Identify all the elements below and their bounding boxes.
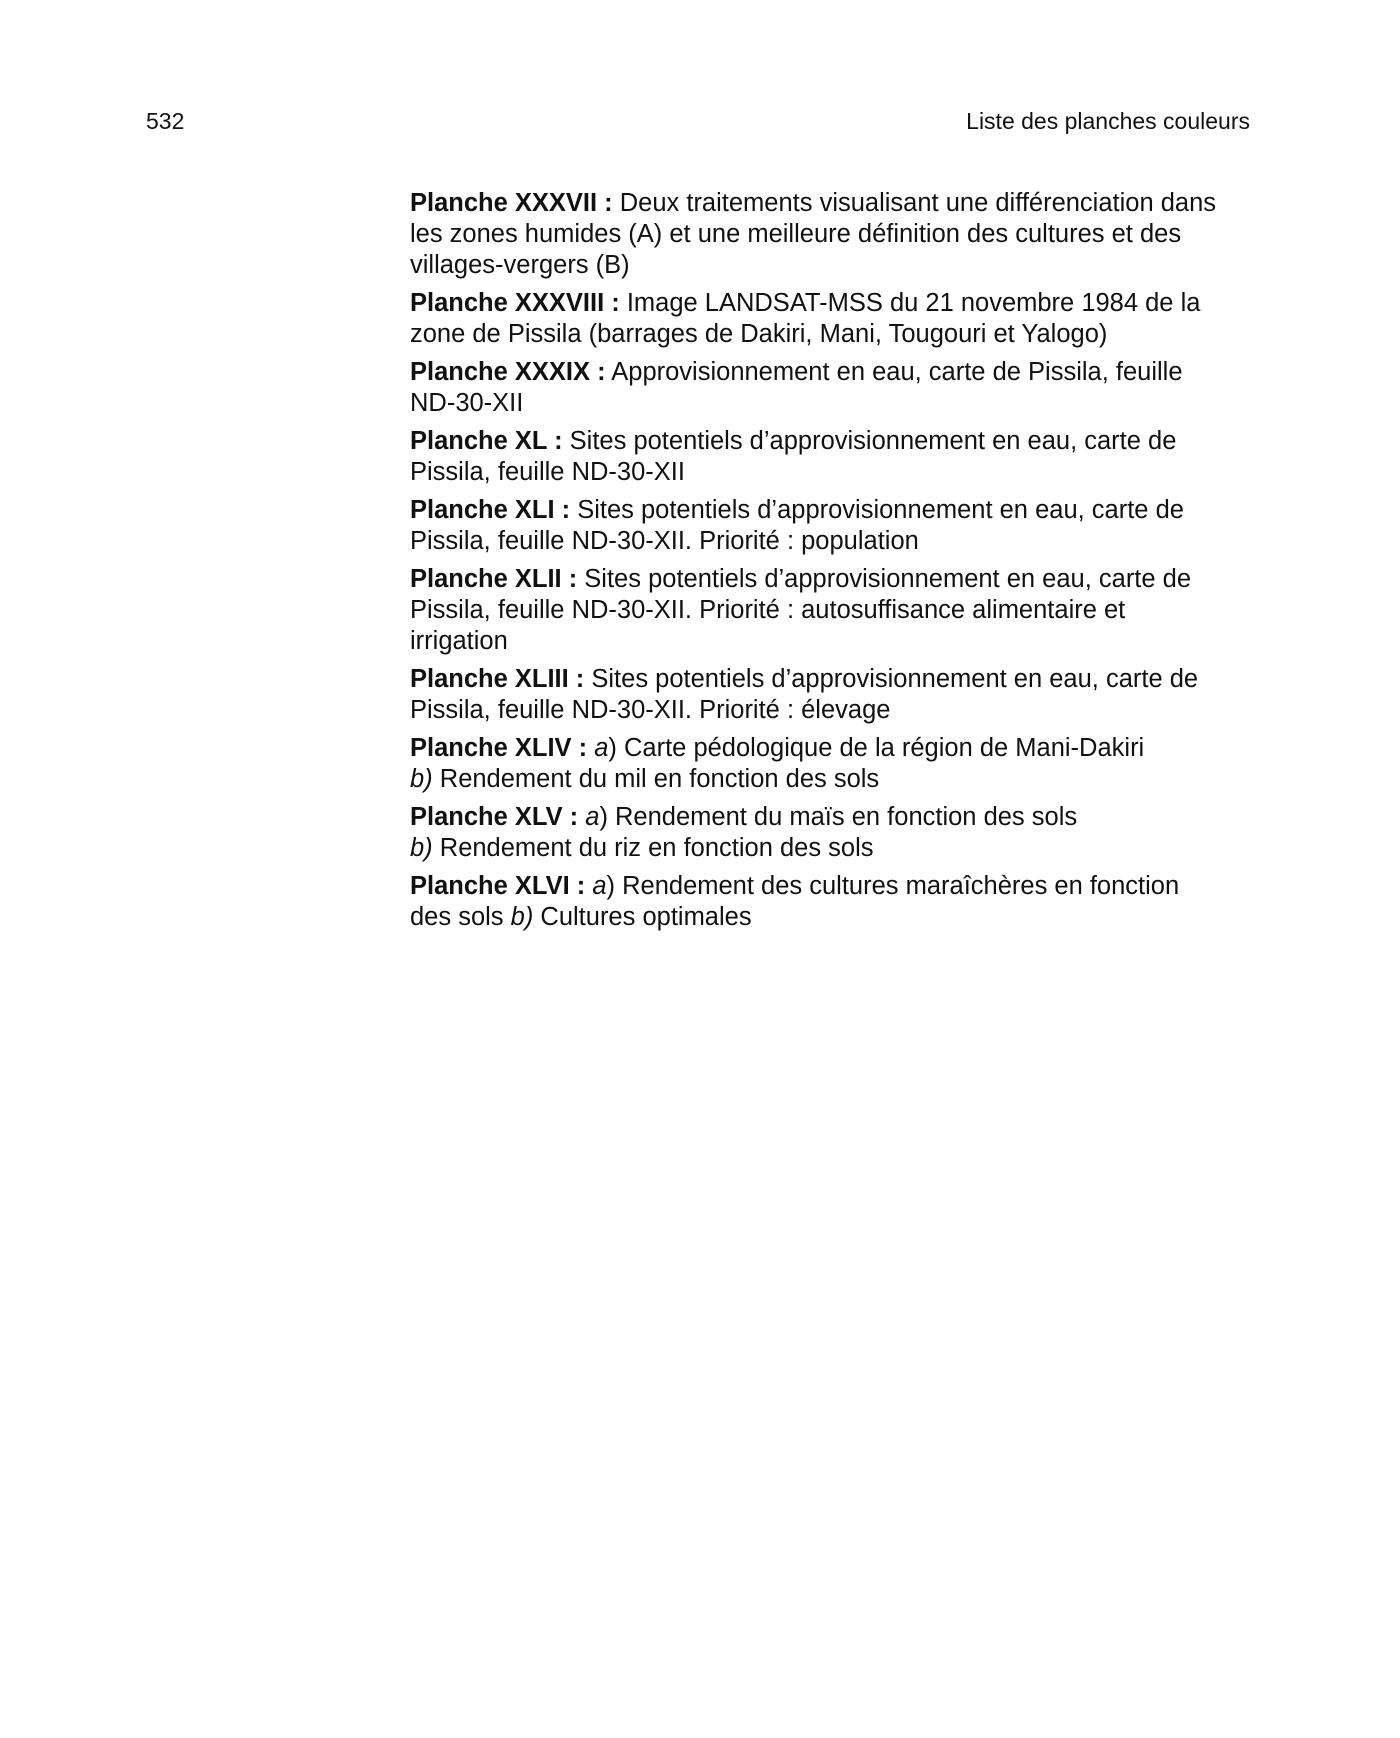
plate-entry-xlv bbox=[410, 802, 1260, 864]
plate-label: Planche XLI : bbox=[410, 496, 571, 524]
plate-caption: ) Carte pédologique de la région de Mani-Dakiri bbox=[608, 734, 1145, 762]
plate-caption: ) Rendement des cultures maraîchères en fonction bbox=[606, 872, 1180, 900]
plate-line bbox=[410, 495, 1260, 526]
plate-list bbox=[410, 188, 1260, 940]
plate-line bbox=[410, 188, 1260, 219]
plate-line bbox=[410, 426, 1260, 457]
plate-caption: Sites potentiels d’approvisionnement en eau, carte de bbox=[562, 427, 1177, 455]
plate-caption: Pissila, feuille ND-30-XII. Priorité : population bbox=[410, 527, 919, 555]
plate-caption: Rendement du riz en fonction des sols bbox=[432, 834, 874, 862]
plate-label: Planche XXXIX : bbox=[410, 358, 606, 386]
plate-entry-xlii bbox=[410, 564, 1260, 657]
plate-entry-xliii bbox=[410, 664, 1260, 726]
plate-entry-xli bbox=[410, 495, 1260, 557]
item-marker: a bbox=[594, 734, 609, 762]
plate-line bbox=[410, 564, 1260, 595]
plate-line bbox=[410, 802, 1260, 833]
page-number: 532 bbox=[146, 108, 185, 134]
plate-caption: Sites potentiels d’approvisionnement en eau, carte de bbox=[570, 496, 1184, 524]
plate-entry-xl bbox=[410, 426, 1260, 488]
plate-line bbox=[410, 288, 1260, 319]
plate-caption: Approvisionnement en eau, carte de Pissila, feuille bbox=[605, 358, 1183, 386]
plate-caption: les zones humides (A) et une meilleure définition des cultures et des bbox=[410, 220, 1182, 248]
plate-caption: villages-vergers (B) bbox=[410, 251, 630, 279]
plate-label: Planche XLII : bbox=[410, 565, 578, 593]
plate-caption: Sites potentiels d’approvisionnement en eau, carte de bbox=[584, 665, 1199, 693]
plate-label: Planche XL : bbox=[410, 427, 563, 455]
plate-caption: Deux traitements visualisant une différenciation dans bbox=[612, 189, 1217, 217]
plate-caption: zone de Pissila (barrages de Dakiri, Mani, Tougouri et Yalogo) bbox=[410, 320, 1108, 348]
plate-entry-xliv bbox=[410, 733, 1260, 795]
plate-entry-xlvi bbox=[410, 871, 1260, 933]
item-marker: b) bbox=[410, 834, 433, 862]
item-marker: a bbox=[585, 803, 600, 831]
plate-caption: Pissila, feuille ND-30-XII bbox=[410, 458, 685, 486]
plate-caption: Pissila, feuille ND-30-XII. Priorité : autosuffisance alimentaire et bbox=[410, 596, 1126, 624]
plate-caption: des sols bbox=[410, 903, 511, 931]
plate-line bbox=[410, 357, 1260, 388]
plate-line bbox=[410, 871, 1260, 902]
plate-label: Planche XLIII : bbox=[410, 665, 585, 693]
plate-label: Planche XLVI : bbox=[410, 872, 586, 900]
plate-line bbox=[410, 902, 1260, 933]
plate-label: Planche XLV : bbox=[410, 803, 579, 831]
plate-caption: ) Rendement du maïs en fonction des sols bbox=[599, 803, 1078, 831]
plate-label: Planche XXXVIII : bbox=[410, 289, 620, 317]
plate-line bbox=[410, 664, 1260, 695]
plate-entry-xxxviii bbox=[410, 288, 1260, 350]
item-marker: b) bbox=[510, 903, 534, 931]
plate-caption: Cultures optimales bbox=[533, 903, 752, 931]
plate-label: Planche XLIV : bbox=[410, 734, 588, 762]
plate-label: Planche XXXVII : bbox=[410, 189, 613, 217]
plate-caption: Sites potentiels d’approvisionnement en eau, carte de bbox=[577, 565, 1192, 593]
plate-caption: Rendement du mil en fonction des sols bbox=[432, 765, 880, 793]
plate-caption: irrigation bbox=[410, 627, 508, 655]
plate-entry-xxxix bbox=[410, 357, 1260, 419]
plate-caption: ND-30-XII bbox=[410, 389, 524, 417]
item-marker: b) bbox=[410, 765, 433, 793]
running-head: Liste des planches couleurs bbox=[966, 108, 1250, 134]
plate-caption: Pissila, feuille ND-30-XII. Priorité : élevage bbox=[410, 696, 891, 724]
plate-line bbox=[410, 764, 1260, 795]
plate-caption: Image LANDSAT-MSS du 21 novembre 1984 de la bbox=[619, 289, 1201, 317]
plate-line bbox=[410, 833, 1260, 864]
plate-entry-xxxvii bbox=[410, 188, 1260, 281]
plate-line bbox=[410, 733, 1260, 764]
item-marker: a bbox=[592, 872, 607, 900]
